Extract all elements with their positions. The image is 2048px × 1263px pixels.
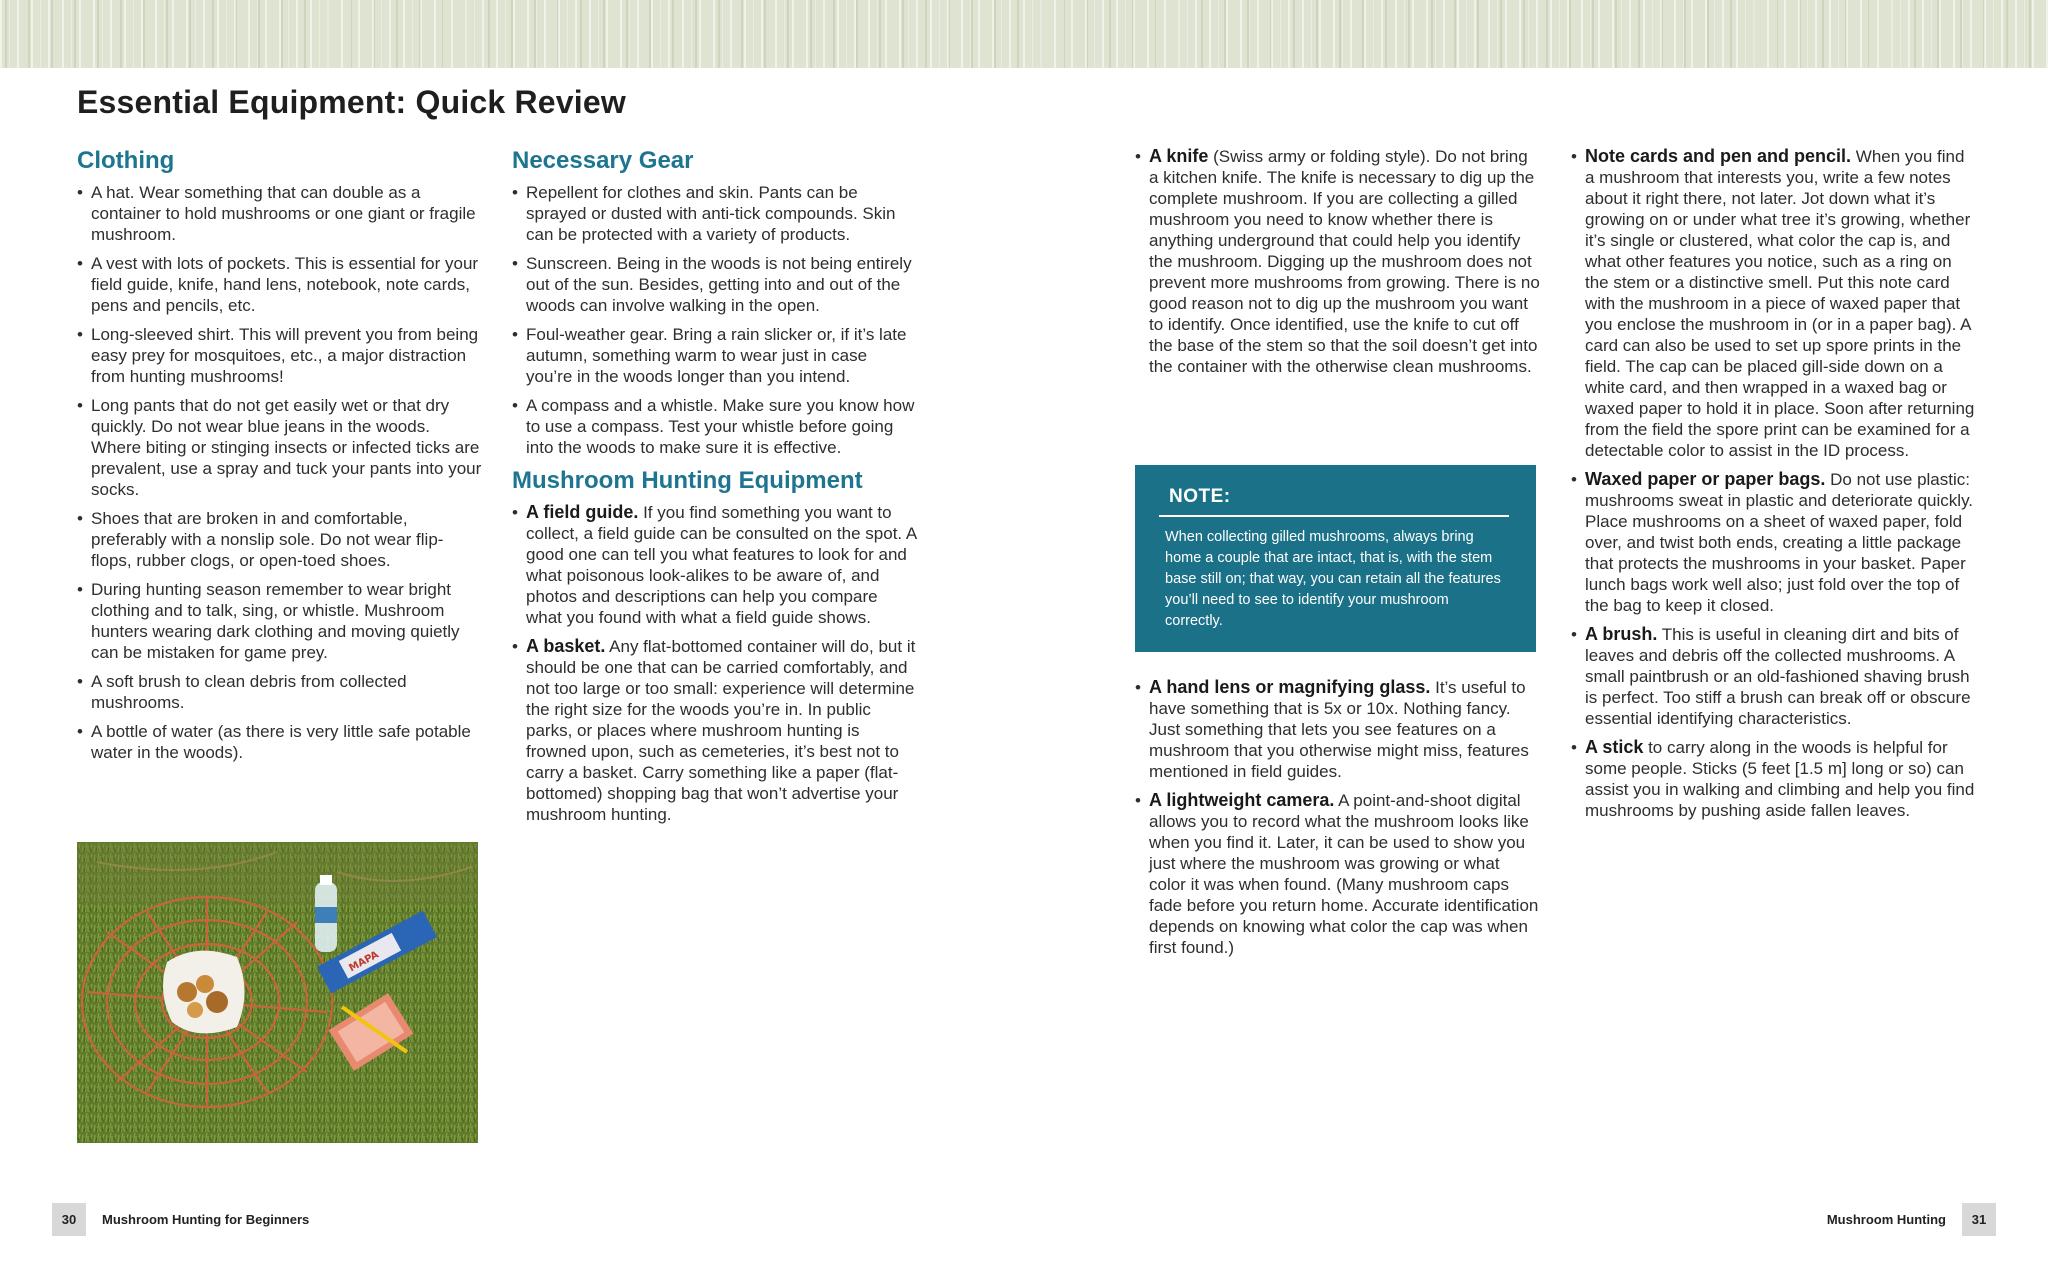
hunting-list [512,502,917,825]
item-text: Do not use plastic: mushrooms sweat in plastic and deteriorate quickly. Place mushrooms on a sheet of waxed paper, fold over, and twist both ends, creating a little package that protects the mushrooms in your basket. Paper lunch bags work well also; just fold over the top of the bag to keep it closed. [1585,470,1974,615]
list-item: • Repellent for clothes and skin. Pants can be sprayed or dusted with anti-tick compounds. Skin can be protected with a variety of products. [512,182,917,245]
hunting-list-continued [1135,677,1540,958]
list-item: • A vest with lots of pockets. This is essential for your field guide, knife, hand lens, notebook, note cards, pens and pencils, etc. [77,253,482,316]
list-item [1571,737,1976,821]
hunting-list-continued [1571,146,1976,821]
list-item: • A soft brush to clean debris from collected mushrooms. [77,671,482,713]
hunting-heading: Mushroom Hunting Equipment [512,467,863,494]
item-lead: A field guide. [526,502,639,522]
item-lead: A lightweight camera. [1149,790,1335,810]
right-footer-title: Mushroom Hunting [1826,1212,1946,1227]
item-text: A point-and-shoot digital allows you to record what the mushroom looks like when you find it. Later, it can be used to show you just where the mushroom was growing or what color it was when found. (Many mushroom caps fade before you return home. Accurate identification depends on knowing what color the cap was when first found.) [1149,791,1539,957]
basket-photo [77,842,478,1143]
item-text: This is useful in cleaning dirt and bits of leaves and debris off the collected mushrooms. A small paintbrush or an old-fashioned shaving brush is perfect. Too stiff a brush can break off or obscure essential identifying characteristics. [1585,625,1971,728]
clothing-list [77,182,482,763]
list-item [1571,469,1976,616]
list-item [1135,677,1540,782]
item-text: Any flat-bottomed container will do, but it should be one that can be carried comfortably, and not too large or too small: experience will determine the right size for the woods you’re in. In public parks, or places where mushroom hunting is frowned upon, such as cemeteries, it’s best not to carry a basket. Carry something like a paper (flat-bottomed) shopping bag that won’t advertise your mushroom hunting. [526,637,916,824]
list-item [1135,146,1540,377]
item-text: (Swiss army or folding style). Do not bring a kitchen knife. The knife is necessary to dig up the complete mushroom. If you are collecting a gilled mushroom you need to know whether there is anything underground that could help you identify the mushroom. Digging up the mushroom does not prevent more mushrooms from growing. There is no good reason not to dig up the mushroom you want to identify. Once identified, use the knife to cut off the base of the stem so that the soil doesn’t get into the container with the otherwise clean mushrooms. [1149,147,1540,376]
list-item: • A hat. Wear something that can double as a container to hold mushrooms or one giant or fragile mushroom. [77,182,482,245]
list-item: • Long-sleeved shirt. This will prevent you from being easy prey for mosquitoes, etc., a major distraction from hunting mushrooms! [77,324,482,387]
list-item: • During hunting season remember to wear bright clothing and to talk, sing, or whistle. Mushroom hunters wearing dark clothing and moving quietly can be mistaken for game prey. [77,579,482,663]
item-lead: Note cards and pen and pencil. [1585,146,1852,166]
item-text: It’s useful to have something that is 5x or 10x. Nothing fancy. Just something that lets you see features on a mushroom that you otherwise might miss, features mentioned in field guides. [1149,678,1529,781]
item-lead: A basket. [526,636,606,656]
gear-list [512,182,917,458]
hunting-list-continued [1135,146,1540,377]
left-footer-title: Mushroom Hunting for Beginners [102,1212,310,1227]
list-item [1571,624,1976,729]
list-item: • Shoes that are broken in and comfortable, preferably with a nonslip sole. Do not wear flip-flops, rubber clogs, or open-toed shoes. [77,508,482,571]
item-text: to carry along in the woods is helpful for some people. Sticks (5 feet [1.5 m] long or so) can assist you in walking and climbing and help you find mushrooms by pushing aside fallen leaves. [1585,738,1975,820]
item-lead: A stick [1585,737,1644,757]
right-running-footer [1827,1203,1946,1236]
decorative-top-band [0,0,2048,68]
item-lead: Waxed paper or paper bags. [1585,469,1826,489]
list-item [512,636,917,825]
gear-column [512,146,917,833]
lens-column [1135,677,1540,966]
clothing-heading: Clothing [77,147,175,174]
list-item [512,502,917,628]
item-lead: A brush. [1585,624,1658,644]
knife-column [1135,146,1540,385]
note-divider [1159,515,1509,517]
item-text: When you find a mushroom that interests you, write a few notes about it right there, not later. Jot down what it’s growing on or under what tree it’s growing, whether it’s single or clustered, what color the cap is, and what other features you notice, such as a ring on the stem or a distinctive smell. Put this note card with the mushroom in a piece of waxed paper that you enclose the mushroom in (or in a paper bag). A card can also be used to set up spore prints in the field. The cap can be placed gill-side down on a white card, and then wrapped in a waxed bag or waxed paper to hold it in place. Soon after returning from the field the spore print can be examined for a detectable color to assist in the ID process. [1585,147,1975,460]
gear-heading: Necessary Gear [512,147,694,174]
list-item [1135,790,1540,958]
right-page-number: 31 [1962,1203,1996,1236]
left-running-footer [102,1203,309,1236]
list-item: • A compass and a whistle. Make sure you know how to use a compass. Test your whistle before going into the woods to make sure it is effective. [512,395,917,458]
note-title: NOTE: [1169,486,1231,507]
list-item: • Sunscreen. Being in the woods is not being entirely out of the sun. Besides, getting into and out of the woods can involve walking in the open. [512,253,917,316]
item-lead: A hand lens or magnifying glass. [1149,677,1431,697]
item-lead: A knife [1149,146,1209,166]
clothing-column [77,146,482,771]
notes-column [1571,146,1976,829]
item-text: If you find something you want to collect, a field guide can be consulted on the spot. A good one can tell you what features to look for and what poisonous look-alikes to be aware of, and photos and descriptions can help you compare what you found with what a field guide shows. [526,503,917,627]
list-item [1571,146,1976,461]
page-title: Essential Equipment: Quick Review [77,84,626,120]
photo-box-label: MAPA [347,949,381,975]
list-item: • A bottle of water (as there is very little safe potable water in the woods). [77,721,482,763]
list-item: • Long pants that do not get easily wet or that dry quickly. Do not wear blue jeans in the woods. Where biting or stinging insects or infected ticks are prevalent, use a spray and tuck your pants into your socks. [77,395,482,500]
note-box [1135,465,1536,652]
note-body: When collecting gilled mushrooms, always bring home a couple that are intact, that is, with the stem base still on; that way, you can retain all the features you’ll need to see to identify your mushroom correctly. [1165,529,1501,629]
left-page-number: 30 [52,1203,86,1236]
list-item: • Foul-weather gear. Bring a rain slicker or, if it’s late autumn, something warm to wear just in case you’re in the woods longer than you intend. [512,324,917,387]
